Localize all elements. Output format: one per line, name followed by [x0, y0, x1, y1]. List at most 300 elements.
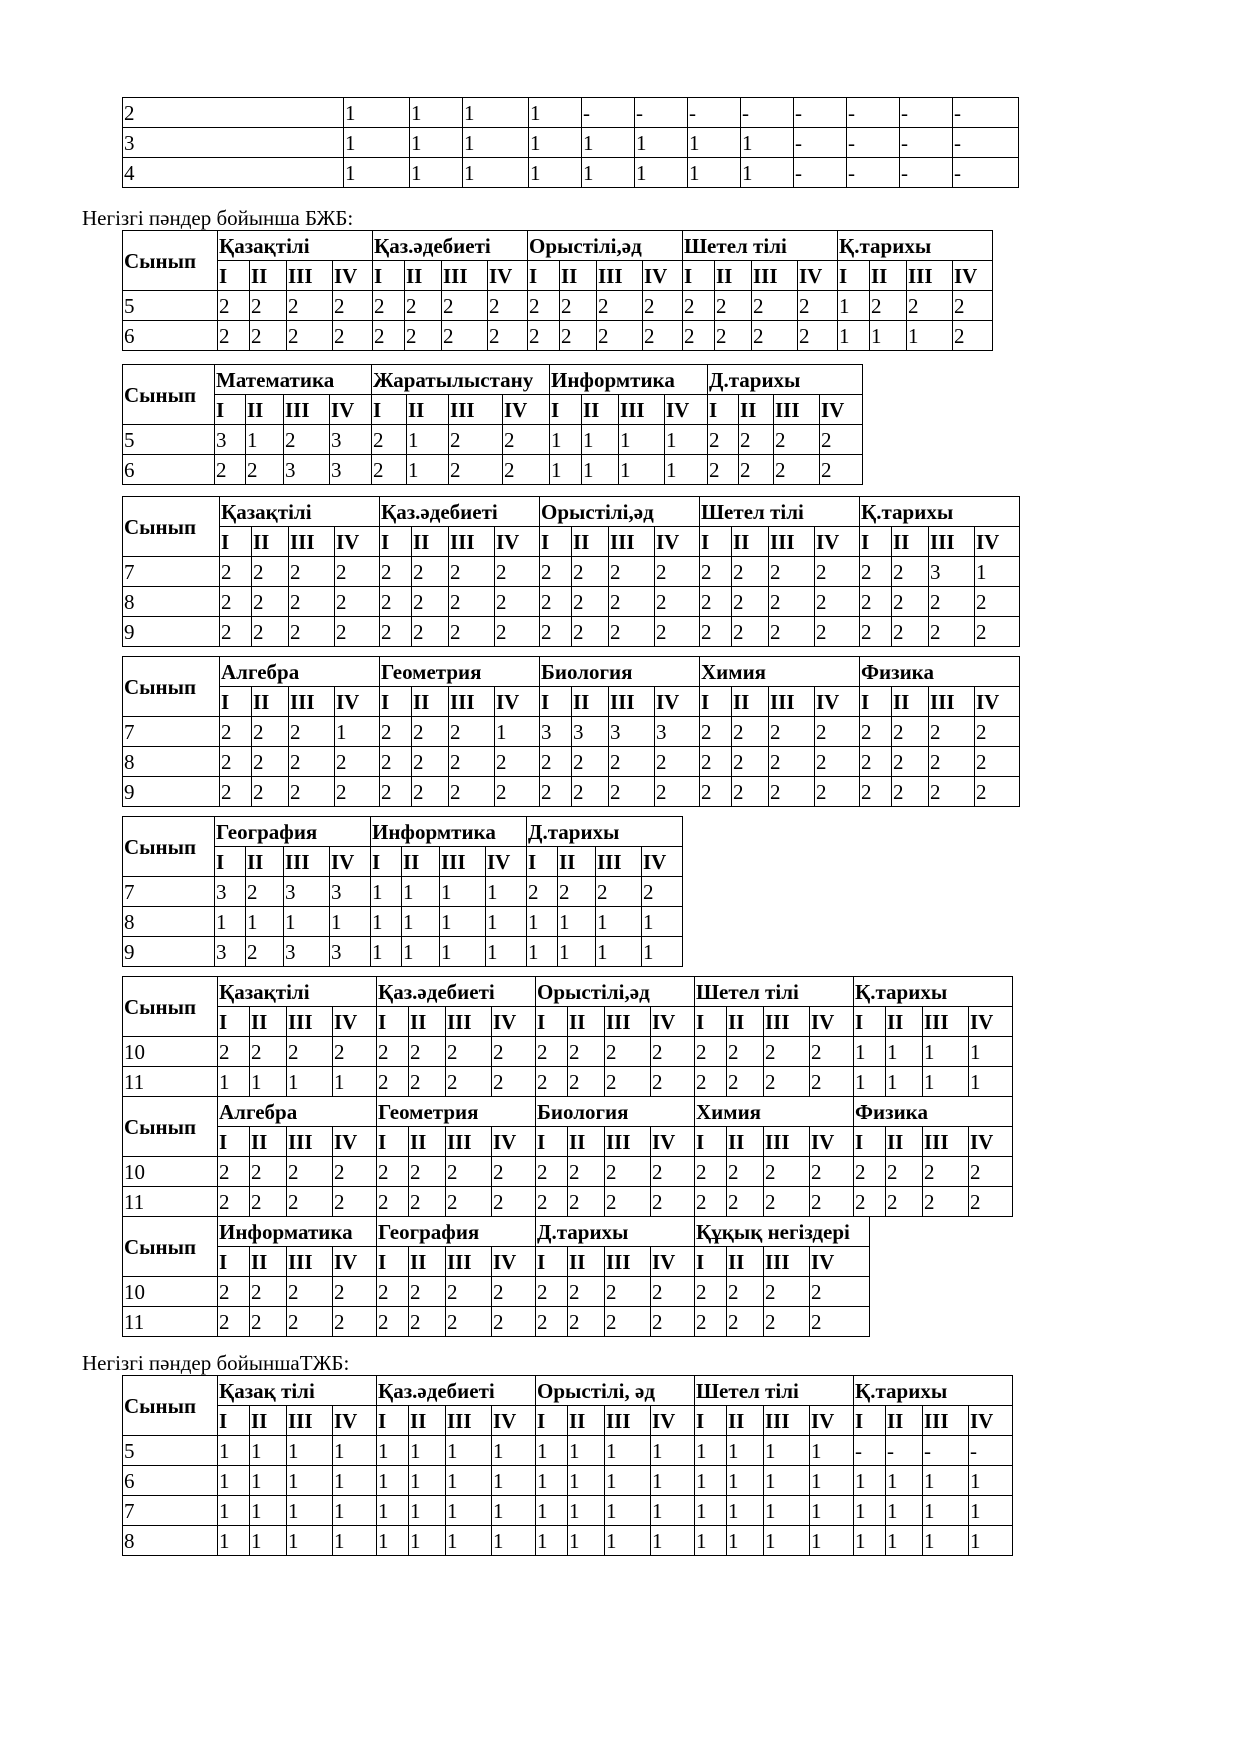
table-cell: -: [847, 128, 900, 158]
quarter-header: IV: [665, 395, 708, 425]
subject-header: Геометрия: [380, 657, 540, 687]
subject-header: Құқық негіздері: [695, 1217, 870, 1247]
quarter-header-row: [123, 1007, 1013, 1037]
table-cell: 2: [892, 717, 929, 747]
table-cell: 2: [333, 1157, 377, 1187]
table-cell: 1: [923, 1526, 969, 1556]
table-cell: 2: [495, 557, 540, 587]
subject-header: Геометрия: [377, 1097, 536, 1127]
table-cell: 2: [764, 1067, 810, 1097]
subject-header: Математика: [215, 365, 372, 395]
table-cell: 2: [953, 291, 993, 321]
table-cell: 2: [651, 1037, 695, 1067]
quarter-header: II: [568, 1127, 605, 1157]
table-cell: -: [635, 98, 688, 128]
table-cell: 2: [605, 1067, 651, 1097]
quarter-header: IV: [492, 1127, 536, 1157]
row-label: 10: [123, 1037, 218, 1067]
row-label: 9: [123, 617, 220, 647]
table-cell: 2: [695, 1307, 727, 1337]
table-cell: 2: [605, 1037, 651, 1067]
subject-header: Орыстілі,әд: [540, 497, 700, 527]
row-label: 7: [123, 877, 215, 907]
table-cell: 2: [860, 557, 892, 587]
quarter-header: III: [287, 1406, 333, 1436]
table-cell: 1: [486, 877, 527, 907]
table-cell: 1: [651, 1466, 695, 1496]
table-row: [123, 1037, 1013, 1067]
quarter-header: IV: [333, 1406, 377, 1436]
quarter-header: I: [215, 395, 246, 425]
subject-header: Информтика: [550, 365, 708, 395]
table-row: [123, 1157, 1013, 1187]
grades-table: [122, 496, 1020, 647]
row-label: 4: [123, 158, 344, 188]
subject-header: Шетел тілі: [683, 231, 838, 261]
row-label: 8: [123, 587, 220, 617]
table-cell: -: [688, 98, 741, 128]
row-label: 9: [123, 937, 215, 967]
table-cell: 2: [215, 455, 246, 485]
quarter-header: IV: [488, 261, 528, 291]
quarter-header: IV: [655, 527, 700, 557]
table-cell: 2: [732, 587, 769, 617]
table-cell: 2: [503, 455, 550, 485]
subject-header: Д.тарихы: [527, 817, 683, 847]
column-header-class: Сынып: [123, 977, 218, 1037]
table-cell: 1: [810, 1526, 854, 1556]
row-label: 11: [123, 1307, 218, 1337]
subject-header: Орыстілі,әд: [536, 977, 695, 1007]
table-row: [123, 587, 1020, 617]
table-cell: 1: [250, 1496, 287, 1526]
table-cell: 2: [732, 557, 769, 587]
table-cell: 1: [923, 1496, 969, 1526]
row-label: 7: [123, 557, 220, 587]
subject-header: Д.тарихы: [536, 1217, 695, 1247]
table-row: [123, 717, 1020, 747]
table-cell: 2: [446, 1067, 492, 1097]
table-cell: 2: [798, 321, 838, 351]
quarter-header: II: [250, 1007, 287, 1037]
quarter-header: I: [536, 1007, 568, 1037]
table-cell: 1: [529, 98, 582, 128]
table-cell: 2: [815, 557, 860, 587]
table-cell: 2: [335, 617, 380, 647]
subject-header: Қ.тарихы: [860, 497, 1020, 527]
table-cell: 2: [218, 1157, 250, 1187]
quarter-header: III: [764, 1007, 810, 1037]
quarter-header: III: [605, 1007, 651, 1037]
table-cell: 2: [335, 557, 380, 587]
quarter-header: IV: [333, 261, 373, 291]
table-cell: 2: [220, 777, 252, 807]
table-cell: 2: [642, 877, 683, 907]
table-cell: 3: [572, 717, 609, 747]
table-cell: -: [847, 158, 900, 188]
table-cell: 1: [550, 455, 582, 485]
quarter-header: I: [854, 1007, 886, 1037]
table-cell: 1: [287, 1466, 333, 1496]
table-cell: 2: [560, 321, 597, 351]
quarter-header: IV: [486, 847, 527, 877]
quarter-header: IV: [335, 527, 380, 557]
quarter-header: IV: [810, 1406, 854, 1436]
table-cell: 2: [492, 1037, 536, 1067]
table-cell: 1: [344, 128, 410, 158]
table-cell: 1: [492, 1526, 536, 1556]
quarter-header: III: [442, 261, 488, 291]
quarter-header: I: [527, 847, 558, 877]
table-cell: -: [969, 1436, 1013, 1466]
table-cell: 2: [409, 1187, 446, 1217]
subject-header: Информтика: [371, 817, 527, 847]
table-cell: 1: [688, 158, 741, 188]
table-cell: 2: [220, 587, 252, 617]
quarter-header: I: [371, 847, 402, 877]
table-row: [123, 1496, 1013, 1526]
quarter-header: III: [605, 1127, 651, 1157]
table-cell: 3: [284, 937, 330, 967]
table-cell: 2: [442, 291, 488, 321]
subject-header: Қ.тарихы: [854, 977, 1013, 1007]
row-label: 5: [123, 425, 215, 455]
table-cell: 1: [218, 1067, 250, 1097]
table-cell: 3: [284, 455, 330, 485]
table-cell: 2: [739, 455, 774, 485]
table-cell: 1: [810, 1466, 854, 1496]
table-cell: 2: [446, 1187, 492, 1217]
table-cell: 2: [810, 1157, 854, 1187]
quarter-header: III: [440, 847, 486, 877]
table-cell: 1: [568, 1526, 605, 1556]
table-cell: 1: [218, 1436, 250, 1466]
table-cell: 2: [892, 617, 929, 647]
table-cell: 1: [923, 1037, 969, 1067]
table-cell: 1: [810, 1436, 854, 1466]
table-cell: 2: [568, 1277, 605, 1307]
quarter-header-row: [123, 1406, 1013, 1436]
table-row: [123, 425, 863, 455]
quarter-header: IV: [820, 395, 863, 425]
table-cell: 2: [820, 455, 863, 485]
table-cell: 2: [218, 321, 250, 351]
table-cell: 2: [377, 1277, 409, 1307]
quarter-header: IV: [651, 1247, 695, 1277]
quarter-header: IV: [503, 395, 550, 425]
table-cell: 2: [250, 1307, 287, 1337]
table-cell: 1: [486, 907, 527, 937]
table-row: [123, 455, 863, 485]
table-cell: 2: [892, 587, 929, 617]
quarter-header: IV: [651, 1127, 695, 1157]
table-cell: 2: [609, 617, 655, 647]
table-cell: 2: [446, 1277, 492, 1307]
table-cell: -: [794, 128, 847, 158]
table-cell: 2: [449, 717, 495, 747]
table-cell: 2: [250, 1187, 287, 1217]
table-cell: 1: [440, 907, 486, 937]
table-cell: 2: [446, 1037, 492, 1067]
row-label: 11: [123, 1067, 218, 1097]
quarter-header: I: [683, 261, 715, 291]
table-row: [123, 1307, 870, 1337]
table-cell: 2: [409, 1037, 446, 1067]
quarter-header: I: [695, 1007, 727, 1037]
table-cell: 2: [250, 1277, 287, 1307]
table-cell: 2: [412, 717, 449, 747]
quarter-header: III: [769, 687, 815, 717]
table-cell: 2: [815, 747, 860, 777]
table-cell: 2: [250, 291, 287, 321]
subject-header: Қазақ тілі: [218, 1376, 377, 1406]
row-label: 5: [123, 1436, 218, 1466]
table-cell: 1: [635, 128, 688, 158]
quarter-header: III: [609, 527, 655, 557]
table-cell: 2: [492, 1277, 536, 1307]
table-cell: 1: [440, 877, 486, 907]
table-cell: 2: [892, 557, 929, 587]
table-cell: 2: [769, 557, 815, 587]
column-header-class: Сынып: [123, 1217, 218, 1277]
table-cell: -: [953, 128, 1019, 158]
grades-table: [122, 1375, 1013, 1556]
table-cell: 1: [582, 128, 635, 158]
table-cell: 2: [492, 1307, 536, 1337]
table-cell: 2: [975, 617, 1020, 647]
table-cell: 1: [596, 937, 642, 967]
quarter-header: II: [250, 1406, 287, 1436]
table-cell: 2: [380, 777, 412, 807]
table-cell: 2: [732, 717, 769, 747]
quarter-header: II: [727, 1127, 764, 1157]
quarter-header: I: [220, 687, 252, 717]
table-cell: 1: [741, 158, 794, 188]
table-cell: 1: [333, 1496, 377, 1526]
table-cell: 1: [409, 1436, 446, 1466]
table-row: [123, 321, 993, 351]
table-cell: 2: [377, 1307, 409, 1337]
quarter-header: II: [412, 687, 449, 717]
table-cell: 2: [412, 777, 449, 807]
table-cell: 2: [605, 1307, 651, 1337]
table-cell: 1: [651, 1496, 695, 1526]
table-cell: 2: [708, 455, 739, 485]
table-cell: 2: [886, 1157, 923, 1187]
table-cell: 2: [764, 1187, 810, 1217]
table-cell: 1: [407, 425, 449, 455]
quarter-header: IV: [815, 527, 860, 557]
table-cell: 2: [333, 321, 373, 351]
table-cell: 1: [250, 1526, 287, 1556]
table-cell: 2: [572, 617, 609, 647]
table-cell: 2: [700, 617, 732, 647]
table-cell: 2: [732, 617, 769, 647]
table-cell: 1: [558, 937, 596, 967]
table-cell: 1: [495, 717, 540, 747]
table-row: [123, 1067, 1013, 1097]
table-cell: 1: [492, 1496, 536, 1526]
grades-table: [122, 976, 1013, 1217]
table-cell: 1: [402, 877, 440, 907]
table-cell: 1: [969, 1466, 1013, 1496]
table-cell: 2: [860, 587, 892, 617]
table-cell: 2: [732, 747, 769, 777]
row-label: 7: [123, 1496, 218, 1526]
table-cell: 2: [412, 617, 449, 647]
row-label: 8: [123, 747, 220, 777]
table-cell: -: [741, 98, 794, 128]
table-cell: 2: [380, 557, 412, 587]
subject-header: Қазақтілі: [218, 231, 373, 261]
table-cell: 2: [536, 1187, 568, 1217]
quarter-header: II: [412, 527, 449, 557]
table-cell: 2: [739, 425, 774, 455]
table-cell: 1: [371, 877, 402, 907]
table-cell: 2: [907, 291, 953, 321]
table-row: [123, 158, 1019, 188]
table-cell: 2: [810, 1307, 870, 1337]
quarter-header: III: [769, 527, 815, 557]
table-cell: 2: [700, 777, 732, 807]
table-cell: 2: [495, 777, 540, 807]
table-cell: 2: [860, 617, 892, 647]
subject-header: Жаратылыстану: [372, 365, 550, 395]
quarter-header: III: [287, 1127, 333, 1157]
table-cell: 2: [540, 747, 572, 777]
table-cell: 1: [568, 1436, 605, 1466]
table-cell: 2: [218, 1187, 250, 1217]
table-row: [123, 98, 1019, 128]
quarter-header: II: [409, 1007, 446, 1037]
quarter-header: III: [287, 1247, 333, 1277]
table-cell: 2: [250, 1037, 287, 1067]
table-cell: 2: [540, 617, 572, 647]
table-cell: 2: [810, 1187, 854, 1217]
table-cell: 2: [975, 777, 1020, 807]
table-cell: -: [847, 98, 900, 128]
column-header-class: Сынып: [123, 231, 218, 291]
quarter-header: IV: [492, 1247, 536, 1277]
table-cell: 1: [605, 1496, 651, 1526]
quarter-header: IV: [953, 261, 993, 291]
table-cell: 1: [463, 128, 529, 158]
table-cell: 2: [333, 1187, 377, 1217]
quarter-header: III: [923, 1406, 969, 1436]
table-cell: 1: [764, 1496, 810, 1526]
quarter-header: II: [727, 1007, 764, 1037]
subject-header: Қ.тарихы: [854, 1376, 1013, 1406]
quarter-header: IV: [975, 527, 1020, 557]
table-cell: 2: [377, 1037, 409, 1067]
quarter-header: II: [405, 261, 442, 291]
table-cell: 1: [536, 1466, 568, 1496]
table-row: [123, 1466, 1013, 1496]
quarter-header: II: [407, 395, 449, 425]
table-cell: 2: [540, 587, 572, 617]
column-header-class: Сынып: [123, 1376, 218, 1436]
table-cell: 2: [252, 777, 289, 807]
table-cell: 2: [373, 291, 405, 321]
table-row: [123, 877, 683, 907]
quarter-header: II: [402, 847, 440, 877]
top-table-block: [122, 97, 1019, 188]
table-cell: 1: [410, 158, 463, 188]
quarter-header: I: [372, 395, 407, 425]
quarter-header: IV: [495, 687, 540, 717]
table-cell: 2: [250, 1157, 287, 1187]
table-cell: 3: [609, 717, 655, 747]
table-cell: 1: [250, 1466, 287, 1496]
quarter-header: IV: [655, 687, 700, 717]
table-cell: 1: [333, 1436, 377, 1466]
table-cell: 1: [409, 1526, 446, 1556]
table-cell: 1: [536, 1496, 568, 1526]
table-cell: 1: [218, 1466, 250, 1496]
quarter-header: III: [609, 687, 655, 717]
table-cell: 1: [446, 1526, 492, 1556]
quarter-header: II: [886, 1127, 923, 1157]
quarter-header: I: [380, 527, 412, 557]
table-cell: 2: [609, 587, 655, 617]
table-cell: 1: [527, 937, 558, 967]
table-cell: 2: [975, 747, 1020, 777]
table-cell: 1: [330, 907, 371, 937]
quarter-header: III: [446, 1247, 492, 1277]
table-cell: 1: [246, 907, 284, 937]
table-cell: 2: [377, 1187, 409, 1217]
quarter-header: I: [695, 1127, 727, 1157]
table-cell: 2: [449, 557, 495, 587]
table-cell: 2: [488, 321, 528, 351]
quarter-header: III: [596, 847, 642, 877]
table-cell: 1: [536, 1436, 568, 1466]
subject-header: Физика: [860, 657, 1020, 687]
subject-header-row: [123, 977, 1013, 1007]
table-cell: 1: [764, 1466, 810, 1496]
table-cell: 2: [695, 1277, 727, 1307]
subject-header-row: [123, 497, 1020, 527]
quarter-header: I: [708, 395, 739, 425]
table-cell: 1: [463, 158, 529, 188]
subject-header: Қаз.әдебиеті: [373, 231, 528, 261]
quarter-header: IV: [335, 687, 380, 717]
table-cell: 2: [929, 617, 975, 647]
quarter-header: II: [409, 1247, 446, 1277]
quarter-header: IV: [333, 1247, 377, 1277]
table-cell: 2: [284, 425, 330, 455]
quarter-header: I: [528, 261, 560, 291]
table-cell: 1: [923, 1067, 969, 1097]
table-cell: 2: [774, 455, 820, 485]
table-cell: 2: [568, 1187, 605, 1217]
subject-header-row: [123, 365, 863, 395]
quarter-header: I: [377, 1127, 409, 1157]
quarter-header: I: [215, 847, 246, 877]
table-cell: 2: [683, 291, 715, 321]
table-row: [123, 557, 1020, 587]
quarter-header: IV: [969, 1127, 1013, 1157]
quarter-header: I: [218, 1127, 250, 1157]
table-cell: 2: [695, 1067, 727, 1097]
grades-table: [122, 656, 1020, 807]
table-cell: 2: [732, 777, 769, 807]
subject-header: Қаз.әдебиеті: [377, 1376, 536, 1406]
quarter-header: I: [536, 1406, 568, 1436]
table-cell: 2: [597, 321, 643, 351]
table-cell: 2: [605, 1187, 651, 1217]
quarter-header: IV: [651, 1007, 695, 1037]
